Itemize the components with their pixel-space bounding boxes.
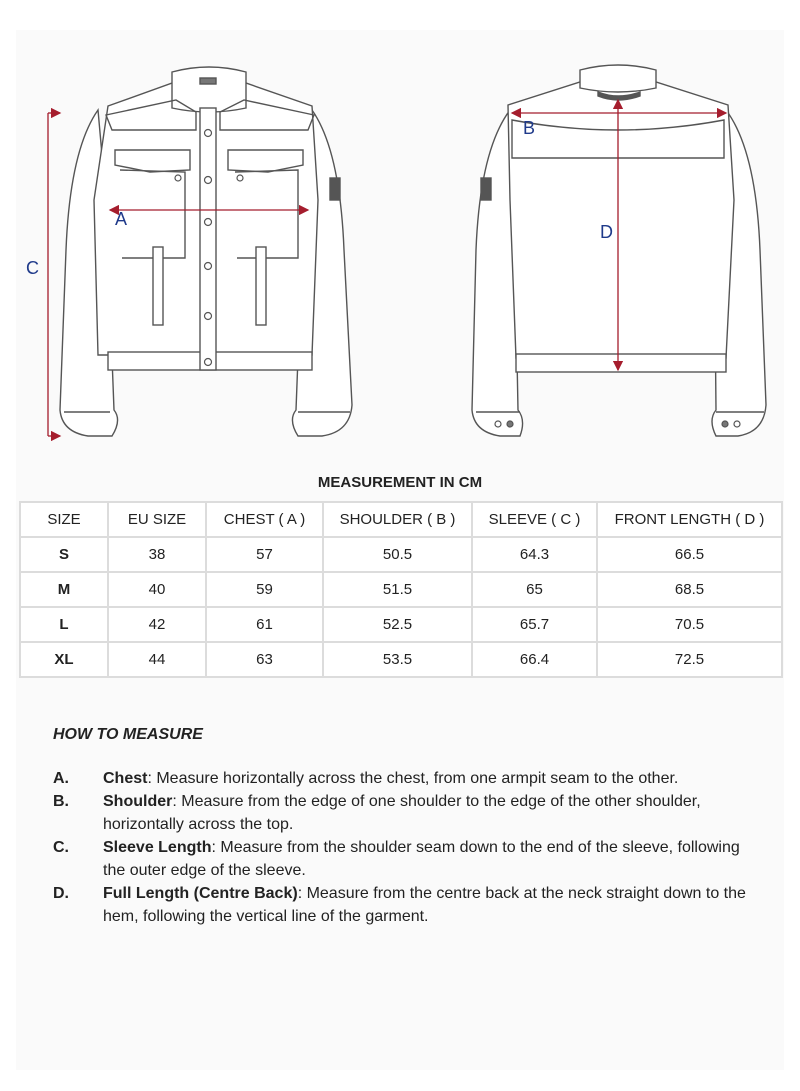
table-cell: 52.5 — [323, 607, 472, 642]
back-waistband — [516, 354, 726, 372]
table-row — [20, 607, 782, 642]
size-cell: XL — [20, 642, 108, 677]
size-table — [19, 501, 783, 678]
back-jacket-drawing — [472, 65, 766, 436]
back-collar — [580, 65, 656, 92]
table-row — [20, 537, 782, 572]
header-eu-size: EU SIZE — [108, 502, 206, 537]
header-front-length: FRONT LENGTH ( D ) — [597, 502, 782, 537]
table-cell: 57 — [206, 537, 323, 572]
size-cell: L — [20, 607, 108, 642]
table-header-row — [20, 502, 782, 537]
instruction-text: : Measure from the centre back at the neck straight down to the hem, following the vertical line of the garment. — [103, 885, 746, 925]
instruction-term: Sleeve Length — [103, 839, 212, 856]
table-cell: 38 — [108, 537, 206, 572]
table-row — [20, 572, 782, 607]
header-sleeve: SLEEVE ( C ) — [472, 502, 597, 537]
instruction-term: Chest — [103, 770, 148, 787]
table-cell: 44 — [108, 642, 206, 677]
back-cuff-buttons — [495, 421, 740, 427]
instruction-item — [53, 767, 753, 790]
measure-instructions — [53, 767, 753, 928]
size-cell: M — [20, 572, 108, 607]
front-placket — [200, 108, 216, 370]
front-jacket-drawing — [60, 67, 352, 436]
table-cell: 66.5 — [597, 537, 782, 572]
instruction-item — [53, 790, 753, 836]
table-cell: 63 — [206, 642, 323, 677]
table-cell: 72.5 — [597, 642, 782, 677]
table-cell: 66.4 — [472, 642, 597, 677]
table-title: MEASUREMENT IN CM — [317, 474, 483, 491]
instruction-text: : Measure from the shoulder seam down to the end of the sleeve, following the outer edge of the sleeve. — [103, 839, 740, 879]
instruction-text: : Measure from the edge of one shoulder to the edge of the other shoulder, horizontally across the top. — [103, 793, 701, 833]
length-label: D — [600, 222, 613, 242]
header-size: SIZE — [20, 502, 108, 537]
table-row — [20, 642, 782, 677]
instruction-letter: B. — [53, 793, 69, 810]
header-chest: CHEST ( A ) — [206, 502, 323, 537]
instruction-term: Shoulder — [103, 793, 173, 810]
table-cell: 70.5 — [597, 607, 782, 642]
header-shoulder: SHOULDER ( B ) — [323, 502, 472, 537]
instruction-letter: D. — [53, 885, 69, 902]
table-cell: 64.3 — [472, 537, 597, 572]
chest-label: A — [115, 209, 128, 229]
how-to-measure-title: HOW TO MEASURE — [53, 726, 203, 743]
instruction-letter: C. — [53, 839, 69, 856]
instruction-item — [53, 836, 753, 882]
table-cell: 40 — [108, 572, 206, 607]
size-cell: S — [20, 537, 108, 572]
instruction-letter: A. — [53, 770, 69, 787]
table-cell: 51.5 — [323, 572, 472, 607]
table-cell: 68.5 — [597, 572, 782, 607]
shoulder-label: B — [523, 118, 536, 138]
table-cell: 61 — [206, 607, 323, 642]
table-cell: 59 — [206, 572, 323, 607]
table-cell: 50.5 — [323, 537, 472, 572]
jacket-illustration — [0, 0, 800, 460]
table-cell: 42 — [108, 607, 206, 642]
instruction-item — [53, 882, 753, 928]
table-cell: 65.7 — [472, 607, 597, 642]
instruction-text: : Measure horizontally across the chest, from one armpit seam to the other. — [147, 770, 679, 787]
table-cell: 65 — [472, 572, 597, 607]
sleeve-label: C — [26, 258, 39, 278]
instruction-term: Full Length (Centre Back) — [103, 885, 298, 902]
table-cell: 53.5 — [323, 642, 472, 677]
